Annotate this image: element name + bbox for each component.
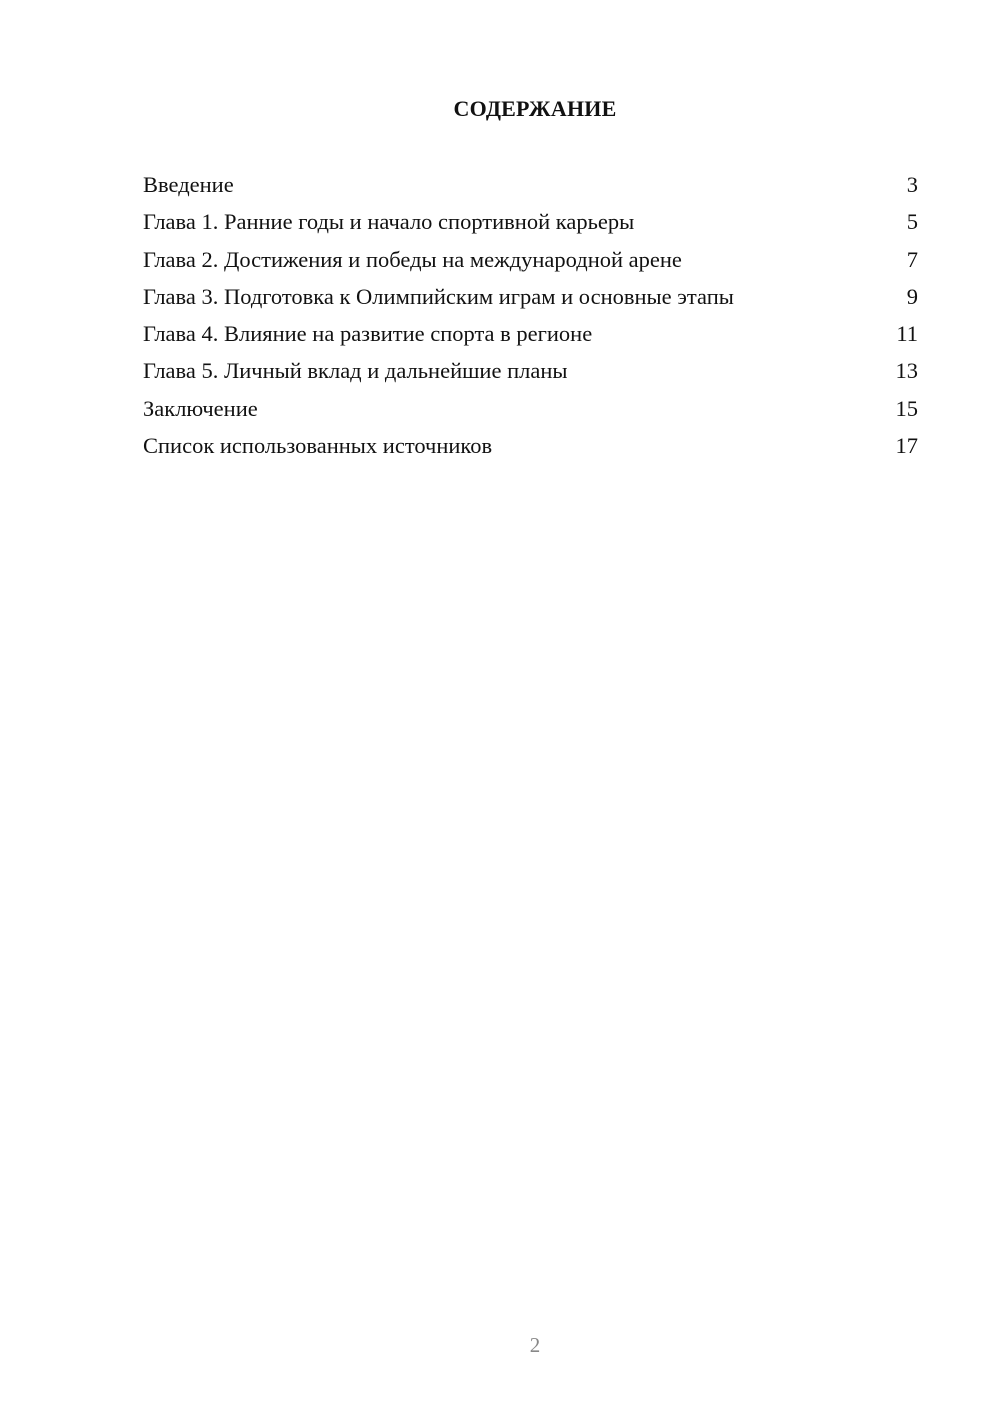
toc-entry[interactable]: [143, 394, 918, 431]
toc-entry[interactable]: [143, 431, 918, 468]
toc-entry-label: Список использованных источников: [143, 433, 493, 459]
toc-entry-page: 9: [906, 283, 918, 309]
toc-entry-label: Заключение: [143, 395, 258, 421]
toc-entry-label: Введение: [143, 172, 234, 197]
toc-entry-page: 7: [906, 246, 918, 272]
toc-entry-page: 15: [895, 395, 918, 421]
toc-entry-label: Глава 2. Достижения и победы на международной арене: [143, 246, 682, 272]
toc-entry[interactable]: [143, 356, 918, 393]
toc-entry[interactable]: [143, 319, 918, 356]
toc-entry-page: 5: [906, 209, 918, 235]
toc-entry-page: 13: [895, 358, 918, 384]
toc-entry-page: 11: [896, 321, 918, 347]
toc-entry[interactable]: [143, 282, 918, 319]
toc-entry[interactable]: [143, 245, 918, 282]
toc-title: СОДЕРЖАНИЕ: [453, 96, 617, 121]
toc-entry-label: Глава 4. Влияние на развитие спорта в регионе: [143, 321, 593, 347]
toc-entry-label: Глава 5. Личный вклад и дальнейшие планы: [143, 358, 568, 384]
toc-entry-page: 3: [906, 172, 918, 197]
toc-entry-label: Глава 3. Подготовка к Олимпийским играм и основные этапы: [143, 283, 734, 309]
toc-entry-label: Глава 1. Ранние годы и начало спортивной карьеры: [143, 209, 635, 235]
toc-entry[interactable]: [143, 207, 918, 244]
toc-entry[interactable]: [143, 170, 918, 207]
toc-entry-page: 17: [895, 433, 918, 459]
table-of-contents: [143, 170, 918, 468]
page-number: 2: [529, 1333, 541, 1357]
